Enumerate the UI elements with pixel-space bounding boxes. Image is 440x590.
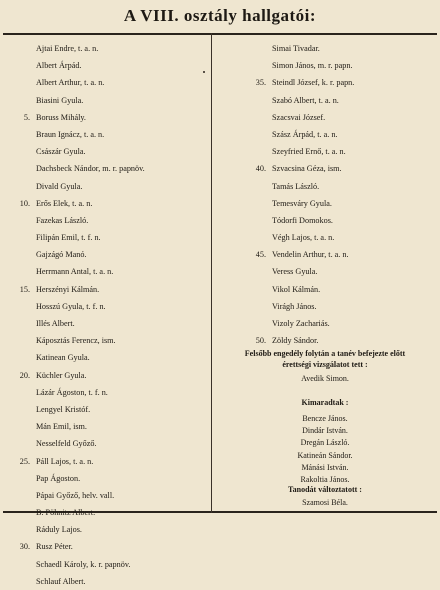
student-name: Boruss Mihály. <box>36 112 86 122</box>
student-row <box>4 74 209 91</box>
student-row <box>214 57 436 74</box>
student-row <box>4 57 209 74</box>
left-student-column <box>4 40 209 590</box>
student-row <box>4 298 209 315</box>
student-name: Szabó Albert, t. a. n. <box>272 95 339 105</box>
student-name: Biasini Gyula. <box>36 95 84 105</box>
left-school-heading-text: Kimaradtak : <box>301 398 349 407</box>
student-row <box>4 504 209 521</box>
page-title: A VIII. osztály hallgatói: <box>123 6 317 25</box>
student-name: Dachsbeck Nándor, m. r. papnöv. <box>36 164 145 174</box>
student-row <box>4 143 209 160</box>
row-number: 15. <box>19 284 30 294</box>
student-name: Mán Emil, ism. <box>36 422 87 432</box>
student-name: Veress Gyula. <box>272 267 318 277</box>
student-row <box>214 178 436 195</box>
student-name: Temesváry Gyula. <box>272 198 332 208</box>
student-row <box>214 74 436 91</box>
student-row <box>214 332 436 349</box>
student-row <box>4 92 209 109</box>
exam-heading-line2: érettségi vizsgálatot tett : <box>282 360 368 369</box>
transferred-heading-text: Tanodát változtatott : <box>288 485 362 494</box>
student-row <box>4 195 209 212</box>
student-name: Virágh János. <box>272 301 317 311</box>
row-number: 45. <box>255 250 266 260</box>
student-name: Szeyfried Ernő, t. a. n. <box>272 147 346 157</box>
list-item: Katineán Sándor. <box>297 450 353 460</box>
student-row <box>214 281 436 298</box>
student-row <box>214 160 436 177</box>
student-name: Braun Ignácz, t. a. n. <box>36 129 105 139</box>
student-row <box>214 92 436 109</box>
student-name: Herszényi Kálmán. <box>36 284 100 294</box>
row-number: 30. <box>19 542 30 552</box>
row-number: 5. <box>23 112 30 122</box>
student-name: Vizoly Zachariás. <box>272 319 330 328</box>
student-name: Szász Árpád, t. a. n. <box>272 129 338 139</box>
student-name: B. Pöhnitz Albert. <box>36 508 96 518</box>
student-row <box>214 229 436 246</box>
student-name: Lázár Ágoston, t. f. n. <box>36 387 108 397</box>
student-row <box>214 298 436 315</box>
row-number: 20. <box>19 370 30 380</box>
student-name: Katinean Gyula. <box>36 353 90 363</box>
row-number: 35. <box>255 78 266 88</box>
student-name: Pápai Győző, helv. vall. <box>36 490 115 500</box>
student-row <box>4 212 209 229</box>
student-row <box>4 521 209 538</box>
student-name: Divald Gyula. <box>36 181 83 191</box>
student-name: Simai Tivadar. <box>272 44 320 53</box>
row-number: 10. <box>19 198 30 208</box>
student-row <box>214 40 436 57</box>
student-name: Simon János, m. r. papn. <box>272 61 353 71</box>
student-row <box>4 229 209 246</box>
student-row <box>4 573 209 590</box>
student-name: Hosszú Gyula, t. f. n. <box>36 301 106 311</box>
student-name: Vendelin Arthur, t. a. n. <box>272 250 349 260</box>
student-row <box>4 435 209 452</box>
student-row <box>4 126 209 143</box>
list-item: Dindár István. <box>302 426 348 436</box>
student-name: Schlauf Albert. <box>36 576 86 586</box>
student-row <box>214 315 436 332</box>
student-row <box>4 470 209 487</box>
student-row <box>4 556 209 573</box>
student-row <box>4 263 209 280</box>
column-divider <box>211 33 212 513</box>
student-name: Lengyel Kristóf. <box>36 404 91 414</box>
student-row <box>4 40 209 57</box>
right-student-column <box>214 40 436 349</box>
student-name: Páll Lajos, t. a. n. <box>36 456 94 466</box>
student-row <box>4 178 209 195</box>
left-school-heading <box>214 397 436 408</box>
student-row <box>214 212 436 229</box>
transferred-names <box>214 497 436 508</box>
list-item: Dregán László. <box>300 438 350 448</box>
student-name: Fazekas László. <box>36 215 89 225</box>
student-name: Káposztás Ferencz, ism. <box>36 336 116 346</box>
student-row <box>4 160 209 177</box>
student-name: Erős Elek, t. a. n. <box>36 198 93 208</box>
student-row <box>214 143 436 160</box>
student-name: Ajtai Endre, t. a. n. <box>36 44 99 53</box>
student-row <box>4 246 209 263</box>
row-number: 25. <box>19 456 30 466</box>
list-item: Avedik Simon. <box>301 374 349 383</box>
student-row <box>4 109 209 126</box>
student-name: Ráduly Lajos. <box>36 525 82 535</box>
student-name: Schaedl Károly, k. r. papnöv. <box>36 559 131 569</box>
list-item: Rakoltia János. <box>300 474 350 484</box>
student-name: Végh Lajos, t. a. n. <box>272 233 335 243</box>
student-name: Herrmann Antal, t. a. n. <box>36 267 114 277</box>
transferred-heading <box>214 484 436 495</box>
student-name: Filipán Emil, t. f. n. <box>36 233 101 243</box>
student-name: Tódorfi Domokos. <box>272 215 333 225</box>
student-row <box>214 195 436 212</box>
student-name: Pap Ágoston. <box>36 473 81 483</box>
student-name: Szvacsina Géza, ism. <box>272 164 342 174</box>
student-name: Rusz Péter. <box>36 542 73 552</box>
student-name: Nesselfeld Győző. <box>36 439 97 449</box>
student-row <box>4 349 209 366</box>
student-name: Küchler Gyula. <box>36 370 87 380</box>
student-name: Steindl József, k. r. papn. <box>272 78 355 88</box>
student-row <box>4 453 209 470</box>
row-number: 40. <box>255 164 266 174</box>
student-name: Gajzágó Manó. <box>36 250 87 260</box>
left-school-names <box>214 413 436 486</box>
student-row <box>4 384 209 401</box>
student-row <box>214 109 436 126</box>
student-name: Albert Arthur, t. a. n. <box>36 78 105 88</box>
list-item: Mánási István. <box>301 462 349 472</box>
exam-section-heading <box>214 348 436 370</box>
exam-heading-line1: Felsőbb engedély folytán a tanév befejezte előtt <box>244 349 406 358</box>
student-row <box>4 315 209 332</box>
row-number: 50. <box>255 336 266 346</box>
student-row <box>4 281 209 298</box>
student-name: Császár Gyula. <box>36 147 86 157</box>
student-row <box>4 487 209 504</box>
student-row <box>4 538 209 555</box>
student-name: Zöldy Sándor. <box>272 336 319 346</box>
student-row <box>4 401 209 418</box>
student-row <box>214 263 436 280</box>
student-row <box>214 246 436 263</box>
student-name: Albert Árpád. <box>36 61 82 71</box>
student-row <box>4 332 209 349</box>
student-name: Tamás László. <box>272 181 320 191</box>
student-row <box>4 367 209 384</box>
student-name: Illés Albert. <box>36 319 75 328</box>
student-row <box>214 126 436 143</box>
list-item: Bencze János. <box>302 414 348 423</box>
student-name: Vikol Kálmán. <box>272 284 321 294</box>
student-row <box>4 418 209 435</box>
exam-names <box>214 373 436 384</box>
student-name: Szacsvai József. <box>272 112 326 122</box>
list-item: Szamosi Béla. <box>302 498 348 507</box>
